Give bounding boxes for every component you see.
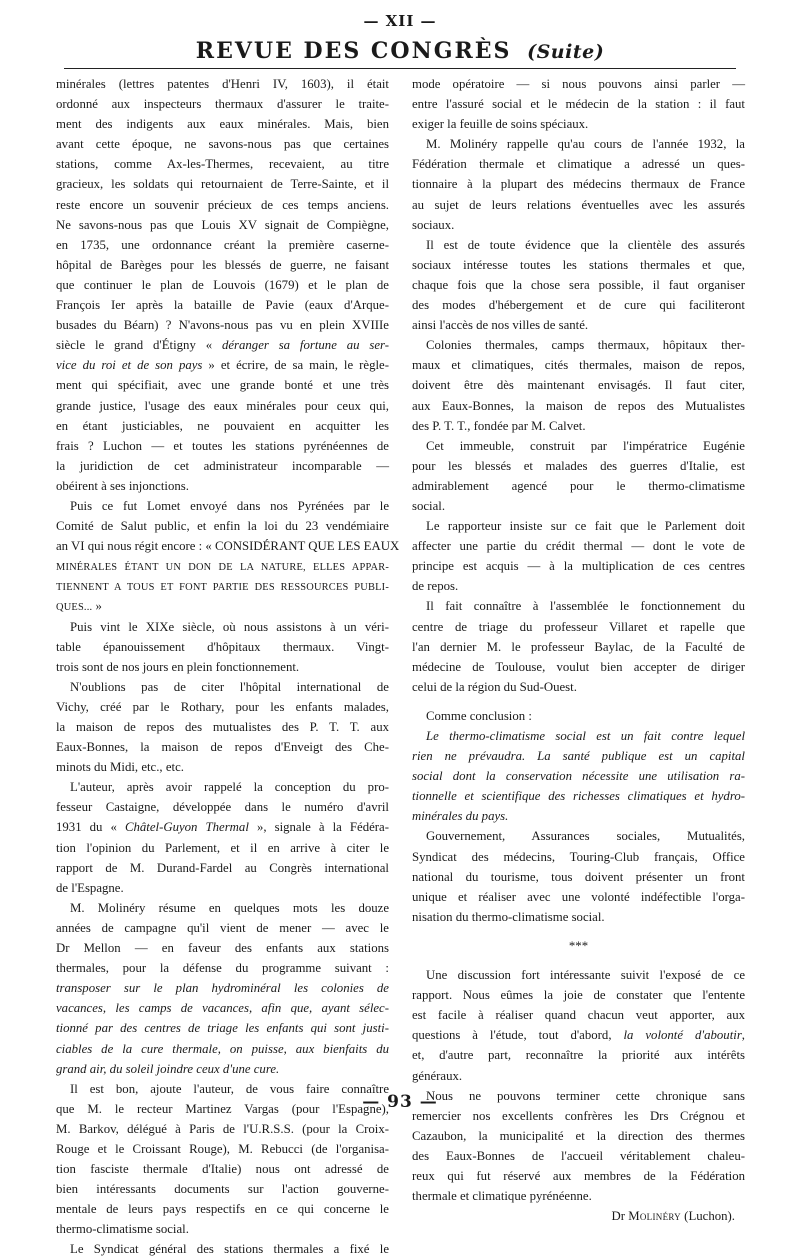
text-line: de l'Espagne. xyxy=(56,880,124,895)
text-line: trois sont de nos jours en plein fonctionnement. xyxy=(56,659,300,674)
text-line: Puis vint le XIXe siècle, où nous assistons à un véri- xyxy=(70,619,389,634)
text-line: admirablement agencé pour le thermo-climatisme xyxy=(412,478,745,493)
text-line: que continuer le plan de Louvois (1679) et le plan de xyxy=(56,277,389,292)
text-line: MINÉRALES ÉTANT UN DON DE LA NATURE, ELLES APPAR- xyxy=(56,562,389,574)
text-line: principe est acquis — à la multiplication de ces centres xyxy=(412,559,745,574)
running-title xyxy=(0,38,800,64)
text-line: vacances, les camps de vacances, afin que, ayant sélec- xyxy=(56,1001,389,1016)
text-line: social. xyxy=(412,498,446,513)
text-line: minots du Midi, etc., etc. xyxy=(56,760,184,775)
text-line: des modes d'hébergement et de cure qui faciliteront xyxy=(412,298,745,313)
text-line: Cazaubon, la municipalité et la direction des thermes xyxy=(412,1128,745,1143)
text-line: nisation du thermo-climatisme social. xyxy=(412,909,605,924)
text-line: exiger la feuille de soins spéciaux. xyxy=(412,117,589,132)
text-line: pour les blessés et malades des guerres d'Italie, est xyxy=(412,458,745,473)
text-line: hôpital de Barèges pour les blessés de guerre, ne faisant xyxy=(56,257,389,272)
text-line: maux et climatiques, cités thermales, maison de repos, xyxy=(412,358,745,373)
text-line: Comité de Salut public, et enfin la loi du 23 vendémiaire xyxy=(56,519,389,534)
text-line: la maison de repos des mutualistes des P. T. T. aux xyxy=(56,720,389,734)
text-line: Vichy, créé par le Rothary, pour les enfants malades, xyxy=(56,699,389,714)
text-line xyxy=(412,956,745,965)
text-line: que M. le recteur Martinez Vargas (pour l'Espagne), xyxy=(56,1101,389,1116)
text-line: Cet immeuble, construit par l'impératrice Eugénie xyxy=(426,438,745,453)
text-line: 1931 du « Châtel-Guyon Thermal », signale à la Fédéra- xyxy=(56,820,389,835)
text-line: sociaux. xyxy=(412,217,455,232)
text-line: ainsi l'accès de nos villes de santé. xyxy=(412,318,589,333)
text-line: unique et réaliser avec une volonté indéfectible l'orga- xyxy=(412,889,745,904)
text-line: aux Eaux-Bonnes, la maison de repos des Mutualistes xyxy=(412,398,745,413)
text-line: rapport. Nous eûmes la joie de constater que l'entente xyxy=(412,988,745,1003)
text-line: affecter une partie du crédit thermal — dont le vote de xyxy=(412,539,745,554)
text-line: Dr Molinéry (Luchon). xyxy=(611,1209,735,1224)
page-number-bottom: — 93 — xyxy=(362,1092,438,1112)
text-line: reux qui fut réservé aux membres de la Fédération xyxy=(412,1168,745,1183)
text-line: tionnaire à la plupart des médecins thermaux de France xyxy=(412,177,745,192)
text-line: Une discussion fort intéressante suivit l'exposé de ce xyxy=(426,968,745,983)
text-line: entre l'assuré social et le médecin de la station : il faut xyxy=(412,97,745,112)
text-line: questions à l'étude, tout d'abord, la volonté d'aboutir, xyxy=(412,1028,745,1043)
text-line: busades du Béarn) ? N'avons-nous pas vu en plein XVIIIe xyxy=(56,318,389,333)
text-line: M. Molinéry résume en quelques mots les douze xyxy=(70,900,389,915)
text-line: an VI qui nous régit encore : « CONSIDÉRANT QUE LES EAUX xyxy=(56,539,400,554)
text-line: en étant justiciables, ne pouvaient en acquitter les xyxy=(56,418,389,433)
text-line: Il fait connaître à l'assemblée le fonctionnement du xyxy=(426,599,745,614)
text-line: TIENNENT A TOUS ET FONT PARTIE DES RESSOURCES PUBLI- xyxy=(56,582,389,594)
text-line: est facile à réaliser quand chacun veut apporter, aux xyxy=(412,1008,745,1023)
text-line: Eaux-Bonnes, la maison de repos d'Enveigt des Che- xyxy=(56,740,389,755)
text-line: des P. T. T., fondée par M. Calvet. xyxy=(412,418,586,433)
text-line: transposer sur le plan hydrominéral les colonies de xyxy=(56,981,389,996)
text-line: minérales du pays. xyxy=(412,809,509,824)
text-line: N'oublions pas de citer l'hôpital international de xyxy=(70,679,389,694)
text-line: chaque fois que la chose sera possible, il faut organiser xyxy=(412,277,745,292)
text-line: frais ? Luchon — et toutes les stations pyrénéennes de xyxy=(56,438,389,453)
text-line: national du tourisme, tous doivent présenter un front xyxy=(412,869,745,884)
text-line: remercier nos excellents confrères les Drs Crégnou et xyxy=(412,1108,745,1123)
text-line: vice du roi et de son pays » et écrire, de sa main, le règle- xyxy=(56,358,389,373)
text-line: avant cette époque, ne savons-nous pas que certaines xyxy=(56,137,389,152)
text-line: table épanouissement d'hôpitaux thermaux. Vingt- xyxy=(56,639,389,654)
text-line: obéirent à ses injonctions. xyxy=(56,478,189,493)
text-line: Fédération thermale et climatique a adressé un ques- xyxy=(412,157,745,172)
text-line: *** xyxy=(568,938,589,953)
text-line: tion l'opinion du Parlement, et il en arrive à citer le xyxy=(56,840,389,855)
text-line: thermales, pour la défense du programme suivant : xyxy=(56,961,389,976)
text-line: Comme conclusion : xyxy=(426,708,532,723)
text-line: années de campagne qu'il vient de mener — avec le xyxy=(56,920,389,935)
text-line xyxy=(412,927,745,936)
text-line: Le thermo-climatisme social est un fait contre lequel xyxy=(426,729,745,743)
text-line: en 1735, une ordonnance créant la première caserne- xyxy=(56,237,389,252)
text-line: celui de la région du Sud-Ouest. xyxy=(412,679,577,694)
text-line: M. Barkov, délégué à Paris de l'U.R.S.S. (pour la Croix- xyxy=(56,1121,389,1136)
text-line: siècle le grand d'Étigny « déranger sa fortune au ser- xyxy=(56,338,389,353)
text-line: ordonné aux inspecteurs thermaux d'assurer le traite- xyxy=(56,97,389,112)
text-line: mentale de leurs pays respectifs en ce qui concerne le xyxy=(56,1202,389,1217)
text-line: tionnelle et scientifique des richesses climatiques et hydro- xyxy=(412,789,745,804)
text-line: Puis ce fut Lomet envoyé dans nos Pyrénées par le xyxy=(70,498,389,513)
running-title-text: REVUE DES CONGRÈS xyxy=(195,38,512,64)
text-line: Le rapporteur insiste sur ce fait que le Parlement doit xyxy=(426,519,745,534)
text-line: Syndicat des médecins, Touring-Club français, Office xyxy=(412,849,745,864)
text-line: thermale et climatique pyrénéenne. xyxy=(412,1189,592,1204)
text-line: Gouvernement, Assurances sociales, Mutualités, xyxy=(426,829,745,844)
text-line xyxy=(412,697,745,706)
text-line: François Ier après la bataille de Pavie (eaux d'Arque- xyxy=(56,298,389,313)
text-line: sociaux intéresse toutes les stations thermales et que, xyxy=(412,257,745,272)
text-line: Colonies thermales, camps thermaux, hôpitaux ther- xyxy=(426,338,745,353)
text-line: stations, comme Ax-les-Thermes, recevaient, au titre xyxy=(56,157,389,172)
text-line: centre de triage du professeur Villaret et rapelle que xyxy=(412,619,745,634)
text-line: minérales (lettres patentes d'Henri IV, 1603), il était xyxy=(56,77,389,91)
text-line: bien intéressants documents sur l'action gouverne- xyxy=(56,1182,389,1197)
text-line: au sujet de leurs relations éventuelles avec les assurés xyxy=(412,197,745,212)
text-line: l'an dernier M. le professeur Baylac, de la Faculté de xyxy=(412,639,745,654)
text-line: tion fasciste thermale d'Italie) nous ont adressé de xyxy=(56,1162,389,1177)
text-line: tionné par des centres de triage les enfants qui sont justi- xyxy=(56,1021,389,1036)
text-line: de repos. xyxy=(412,579,459,594)
text-line: thermo-climatisme social. xyxy=(56,1222,189,1237)
text-line: doivent être dès maintenant envisagés. Il faut citer, xyxy=(412,378,745,393)
text-line: médecine de Toulouse, voulut bien accepter de diriger xyxy=(412,659,745,674)
text-line: gracieux, les soldats qui retournaient de Terre-Sainte, et il xyxy=(56,177,389,192)
text-line: social dont la conservation nécessite une utilisation ra- xyxy=(412,769,745,784)
text-line: fesseur Castaigne, développée dans le numéro d'avril xyxy=(56,800,389,815)
text-line: la juridiction de cet administrateur incomparable — xyxy=(56,458,389,473)
page-label-top: — XII — xyxy=(363,12,437,30)
running-title-suite: (Suite) xyxy=(527,41,605,63)
header-rule xyxy=(64,68,736,69)
text-line: grand air, du soleil joindre ceux d'une cure. xyxy=(56,1061,280,1076)
text-line: des Eaux-Bonnes de l'accueil véritablement chaleu- xyxy=(412,1148,745,1163)
text-line: Dr Mellon — en faveur des enfants aux stations xyxy=(56,941,389,956)
text-line: généraux. xyxy=(412,1068,463,1083)
text-line: QUES... » xyxy=(56,599,102,614)
text-line: mode opératoire — si nous pouvons ainsi parler — xyxy=(412,77,745,91)
text-line: L'auteur, après avoir rappelé la conception du pro- xyxy=(70,780,389,795)
text-line: Nous ne pouvons terminer cette chronique sans xyxy=(426,1088,745,1103)
text-line: Ne savons-nous pas que Louis XV signait de Compiègne, xyxy=(56,217,389,232)
text-line: Le Syndicat général des stations thermales a fixé le xyxy=(70,1242,389,1257)
text-line: rapport de M. Durand-Fardel au Congrès international xyxy=(56,860,389,875)
text-line: reste encore un souvenir précieux de ces temps anciens. xyxy=(56,197,389,212)
text-line: ment qui spécifiait, avec une grande bonté et une très xyxy=(56,378,389,393)
text-line: rien ne prévaudra. La santé publique est un capital xyxy=(412,749,745,764)
text-line: et, d'autre part, reconnaître la priorité aux intérêts xyxy=(412,1048,745,1063)
left-column xyxy=(56,74,400,1257)
text-line: Il est de toute évidence que la clientèle des assurés xyxy=(426,237,745,252)
text-line: ciables de la cure thermale, on puisse, aux bienfaits du xyxy=(56,1041,389,1056)
text-line: Rouge et le Croissant Rouge), M. Rebucci (de l'organisa- xyxy=(56,1141,389,1156)
text-line: grande justice, l'usage des eaux minérales pour ceux qui, xyxy=(56,398,389,413)
text-line: M. Molinéry rappelle qu'au cours de l'année 1932, la xyxy=(426,137,745,152)
right-column xyxy=(412,74,745,1224)
text-line: ment des indigents aux eaux minérales. Mais, bien xyxy=(56,117,389,132)
text-line: Il est bon, ajoute l'auteur, de vous faire connaître xyxy=(70,1081,389,1096)
